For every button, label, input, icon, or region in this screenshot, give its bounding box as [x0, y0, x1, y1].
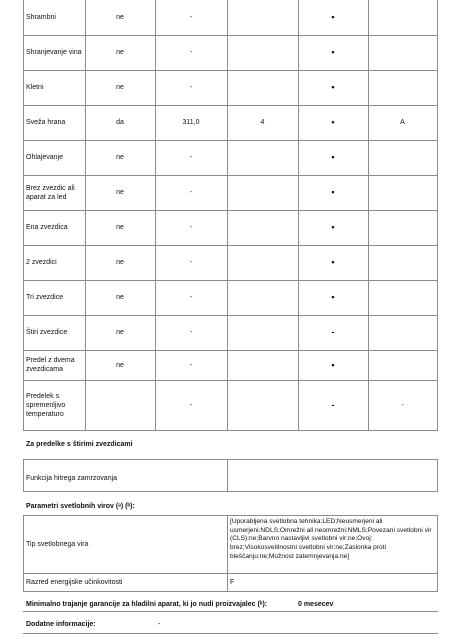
grid-line	[227, 459, 228, 491]
compartment-extra	[368, 280, 437, 315]
compartment-extra	[368, 350, 437, 380]
divider	[23, 430, 438, 431]
compartment-rating: 4	[260, 119, 265, 126]
compartment-volume: -	[189, 401, 193, 409]
compartment-volume: -	[189, 259, 193, 266]
divider	[23, 459, 438, 460]
compartment-extra	[368, 315, 437, 350]
compartment-present: ne	[116, 224, 124, 231]
compartment-name: Shranjevanje vina	[26, 49, 82, 56]
compartment-symbol: •	[331, 47, 335, 57]
compartment-present: ne	[116, 294, 124, 301]
compartment-rating	[227, 280, 298, 315]
grid-line	[227, 515, 228, 573]
divider	[23, 515, 438, 516]
compartment-volume: -	[189, 49, 193, 56]
compartment-name: Shrambni	[26, 14, 56, 21]
divider	[23, 633, 438, 634]
light-type-label: Tip svetlobnega vira	[26, 541, 89, 548]
compartment-symbol: -	[331, 327, 335, 337]
compartment-symbol: •	[331, 292, 335, 302]
compartment-symbol: •	[331, 152, 335, 162]
compartment-present: ne	[116, 259, 124, 266]
compartment-extra	[368, 140, 437, 175]
compartment-name: Kletni	[26, 84, 44, 91]
fast-freeze-label: Funkcija hitrega zamrzovanja	[26, 475, 118, 482]
grid-line	[23, 515, 24, 573]
compartment-present: ne	[116, 14, 124, 21]
compartment-name: Štiri zvezdice	[26, 329, 68, 336]
compartment-extra	[368, 0, 437, 35]
compartment-volume: -	[189, 154, 193, 161]
compartment-volume: 311,0	[182, 119, 200, 126]
compartment-symbol: •	[331, 222, 335, 232]
warranty-label: Minimalno trajanje garancije za hladilni aparat, ki jo nudi proizvajalec (ᵇ):	[26, 601, 268, 608]
divider	[23, 591, 438, 592]
compartment-symbol: •	[331, 187, 335, 197]
light-type-value: [Uporabljena svetlobna tehnika:LED;Neusmerjeni ali usmerjeni:NDLS;Omrežni ali neomrežni:NMLS;Povezani svetlobni vir (CLS):ne;Barvno nastavljivi svetlobni vir:ne;Ovoj: brez;Visokosvetilnostni svetlobni vir:ne;Zaslonka proti bleščanju:ne;Možnost zatemnjevanja:ne]	[230, 518, 432, 560]
grid-line	[437, 573, 438, 591]
grid-line	[437, 459, 438, 491]
compartment-present: da	[116, 119, 124, 126]
compartment-name: Tri zvezdice	[26, 294, 64, 301]
compartment-volume: -	[189, 84, 193, 91]
compartment-rating	[227, 350, 298, 380]
compartment-name: Predel z dvema zvezdicama	[26, 357, 75, 373]
compartment-volume: -	[189, 14, 193, 21]
compartment-rating	[227, 210, 298, 245]
compartment-name: Predelek s spremenljivo temperaturo	[26, 392, 66, 418]
divider	[23, 573, 438, 574]
compartment-volume: -	[189, 361, 193, 369]
compartment-name: 2 zvezdici	[26, 259, 57, 266]
grid-line	[437, 0, 438, 430]
compartment-symbol: •	[331, 12, 335, 22]
compartment-symbol: •	[331, 257, 335, 267]
compartment-volume: -	[189, 294, 193, 301]
compartment-symbol: •	[331, 82, 335, 92]
compartment-rating	[227, 0, 298, 35]
additional-info-label: Dodatne informacije:	[26, 621, 96, 628]
four-star-heading: Za predelke s štirimi zvezdicami	[26, 441, 133, 448]
compartment-name: Brez zvezdic ali aparat za led	[26, 184, 75, 201]
grid-line	[437, 515, 438, 573]
additional-info-value: -	[158, 621, 161, 628]
compartment-name: Ohlajevanje	[26, 154, 63, 161]
compartment-volume: -	[189, 329, 193, 336]
compartment-rating	[227, 140, 298, 175]
compartment-present: ne	[116, 329, 124, 336]
compartment-extra	[368, 70, 437, 105]
compartment-present	[85, 380, 155, 430]
divider	[23, 491, 438, 492]
grid-line	[23, 0, 24, 430]
compartment-volume: -	[189, 189, 193, 196]
compartment-name: Sveža hrana	[26, 119, 66, 126]
compartment-symbol: •	[331, 117, 335, 127]
divider	[23, 611, 438, 612]
compartment-rating	[227, 245, 298, 280]
grid-line	[227, 573, 228, 591]
compartment-symbol: -	[331, 399, 335, 410]
compartment-extra	[368, 210, 437, 245]
compartment-extra	[368, 35, 437, 70]
compartment-rating	[227, 175, 298, 210]
compartment-extra: A	[400, 119, 405, 126]
compartment-present: ne	[116, 154, 124, 161]
compartment-present: ne	[116, 84, 124, 91]
compartment-rating	[227, 35, 298, 70]
energy-class-value: F	[230, 579, 235, 586]
compartment-rating	[227, 70, 298, 105]
warranty-value: 0 mesecev	[298, 601, 334, 608]
compartment-present: ne	[116, 189, 124, 196]
light-parameters-heading: Parametri svetlobnih virov (ᵃ) (ᵇ):	[26, 503, 135, 510]
compartment-rating	[227, 315, 298, 350]
compartment-present: ne	[116, 361, 124, 369]
compartment-extra	[368, 175, 437, 210]
compartment-extra	[368, 245, 437, 280]
compartment-extra: -	[401, 401, 404, 409]
grid-line	[23, 573, 24, 591]
compartment-present: ne	[116, 49, 124, 56]
compartment-volume: -	[189, 224, 193, 231]
compartment-symbol: •	[331, 359, 335, 370]
compartment-rating	[227, 380, 298, 430]
grid-line	[23, 459, 24, 491]
compartment-name: Ena zvezdica	[26, 224, 68, 231]
energy-class-label: Razred energijske učinkovitosti	[26, 579, 123, 586]
